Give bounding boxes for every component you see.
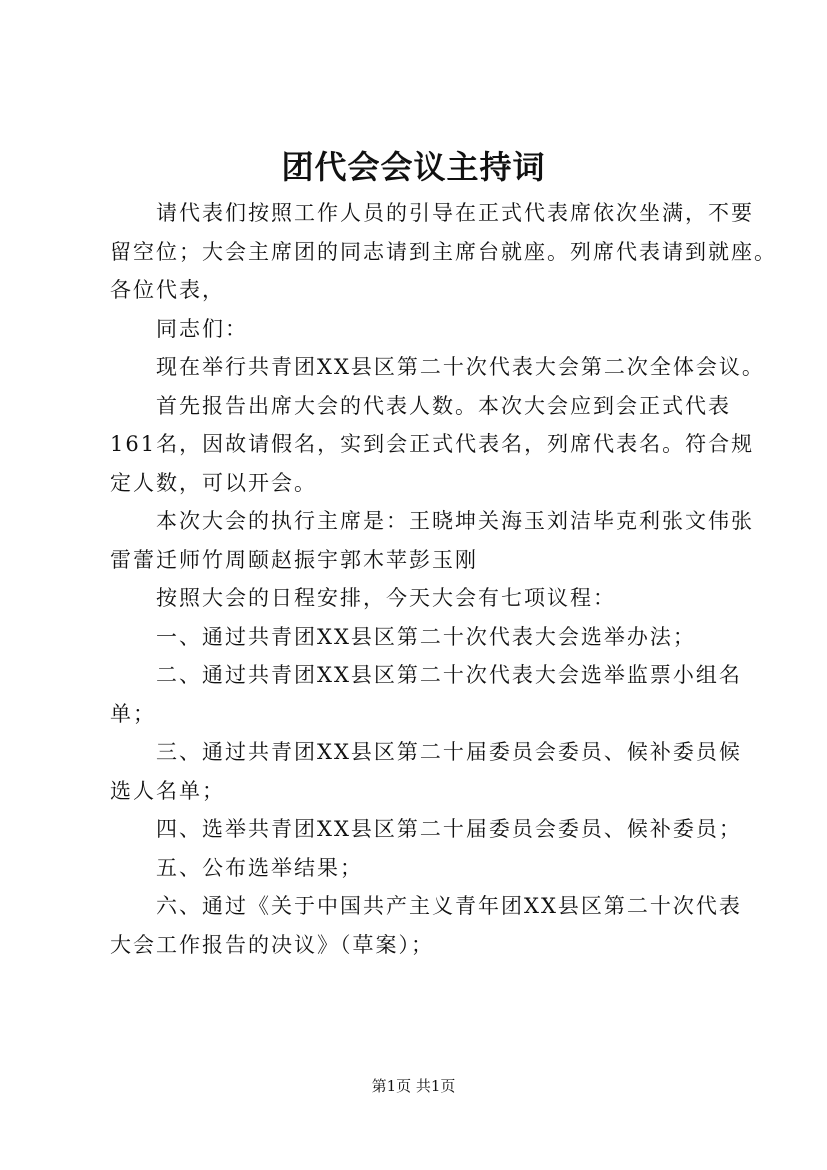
paragraph-line: 现在举行共青团XX县区第二十次代表大会第二次全体会议。 — [156, 355, 765, 379]
agenda-item-continued: 单； — [110, 701, 156, 726]
agenda-item: 五、公布选举结果； — [156, 855, 363, 880]
agenda-item-continued: 选人名单； — [110, 778, 225, 803]
agenda-item: 三、通过共青团XX县区第二十届委员会委员、候补委员候 — [156, 740, 742, 764]
page-footer: 第1页 共1页 — [371, 1077, 456, 1095]
paragraph-line: 按照大会的日程安排，今天大会有七项议程： — [156, 586, 616, 610]
agenda-item: 二、通过共青团XX县区第二十次代表大会选举监票小组名 — [156, 663, 742, 687]
paragraph-line: 请代表们按照工作人员的引导在正式代表席依次坐满，不要 — [156, 201, 754, 225]
paragraph-line: 同志们： — [156, 316, 248, 341]
agenda-item: 四、选举共青团XX县区第二十届委员会委员、候补委员； — [156, 817, 742, 841]
document-title: 团代会会议主持词 — [281, 148, 546, 186]
agenda-item: 一、通过共青团XX县区第二十次代表大会选举办法； — [156, 624, 696, 649]
paragraph-line: 定人数，可以开会。 — [110, 470, 317, 495]
paragraph-line: 首先报告出席大会的代表人数。本次大会应到会正式代表 — [156, 393, 731, 418]
agenda-item-continued: 大会工作报告的决议》（草案）； — [110, 932, 434, 957]
paragraph-line: 雷蕾迁师竹周颐赵振宇郭木苹彭玉刚 — [110, 547, 478, 572]
agenda-item: 六、通过《关于中国共产主义青年团XX县区第二十次代表 — [156, 894, 742, 918]
paragraph-line: 161名，因故请假名，实到会正式代表名，列席代表名。符合规 — [110, 432, 755, 456]
paragraph-line: 各位代表， — [110, 278, 225, 302]
paragraph-line: 留空位；大会主席团的同志请到主席台就座。列席代表请到就座。 — [110, 239, 777, 264]
paragraph-line: 本次大会的执行主席是：王晓坤关海玉刘洁毕克利张文伟张 — [156, 509, 754, 533]
document-body — [110, 194, 777, 964]
